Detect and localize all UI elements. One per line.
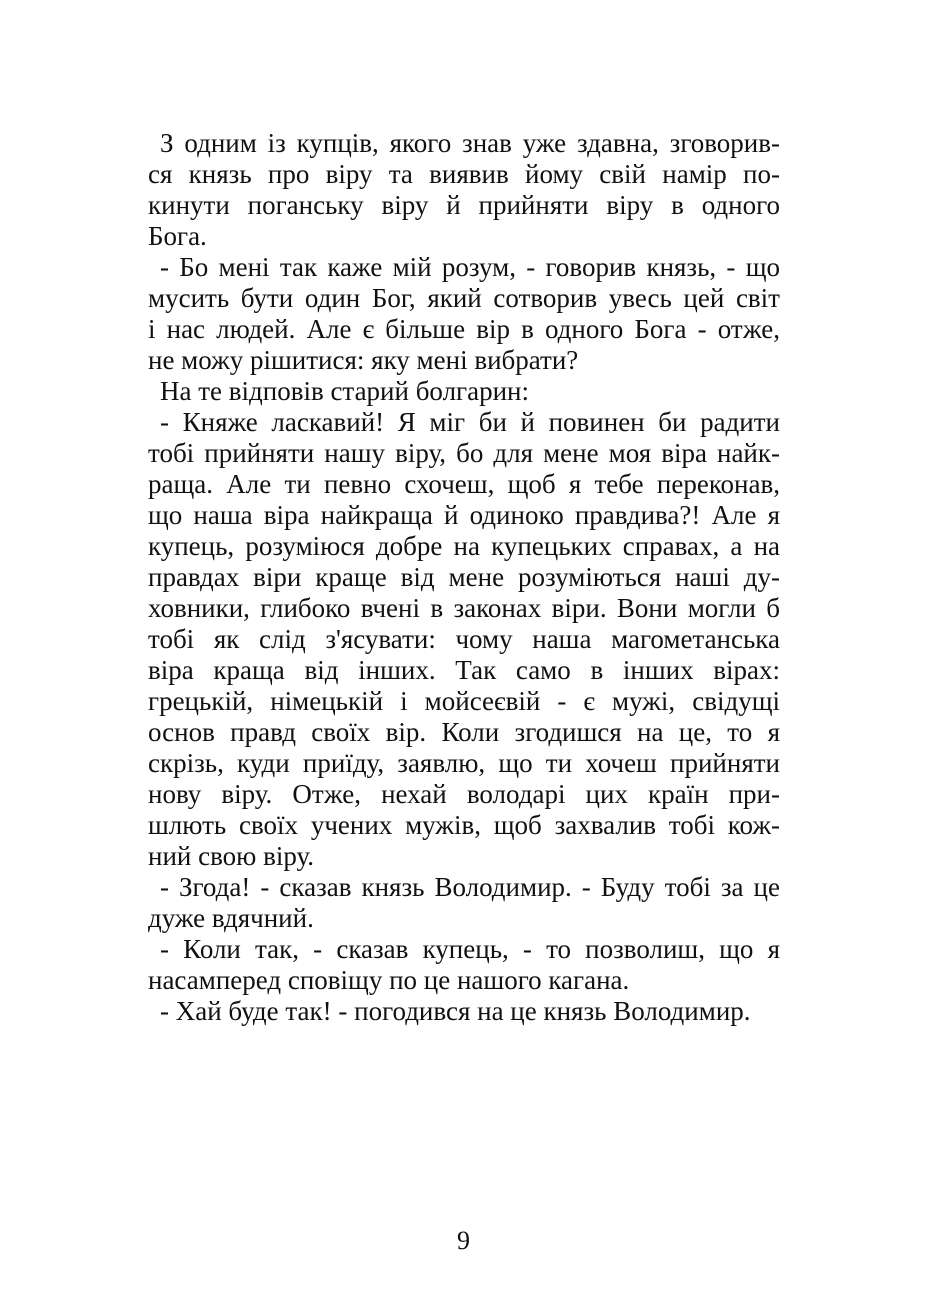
text-line: не можу рішитися: яку мені вибрати? xyxy=(148,345,579,375)
text-line: що наша віра найкраща й одиноко правдива?! Але я xyxy=(148,500,780,530)
text-line: - Згода! - сказав князь Володимир. - Буду тобі за це xyxy=(160,872,780,902)
page-number: 9 xyxy=(457,1226,470,1255)
text-line: - Коли так, - сказав купець, - то позволиш, що я xyxy=(160,934,780,964)
body-text xyxy=(148,128,780,1027)
text-line: З одним із купців, якого знав уже здавна, зговорив- xyxy=(160,128,780,158)
text-line: правдах віри краще від мене розуміються наші ду- xyxy=(148,562,780,592)
text-line: На те відповів старий болгарин: xyxy=(160,376,530,406)
text-line: кинути поганську віру й прийняти віру в одного xyxy=(148,190,780,220)
text-line: мусить бути один Бог, який сотворив увесь цей світ xyxy=(148,283,780,313)
text-line: грецькій, німецькій і мойсеєвій - є мужі, свідущі xyxy=(148,686,780,716)
text-line: насамперед сповіщу по це нашого кагана. xyxy=(148,965,630,995)
text-line: віра краща від інших. Так само в інших вірах: xyxy=(148,655,780,685)
text-line: раща. Але ти певно схочеш, щоб я тебе переконав, xyxy=(148,469,780,499)
text-line: - Хай буде так! - погодився на це князь Володимир. xyxy=(160,996,751,1026)
text-line: - Княже ласкавий! Я міг би й повинен би радити xyxy=(160,407,780,437)
text-line: купець, розуміюся добре на купецьких справах, а на xyxy=(148,531,780,561)
text-line: нову віру. Отже, нехай володарі цих країн при- xyxy=(148,779,780,809)
text-line: скрізь, куди приїду, заявлю, що ти хочеш прийняти xyxy=(148,748,780,778)
text-line: - Бо мені так каже мій розум, - говорив князь, - що xyxy=(160,252,780,282)
text-line: і нас людей. Але є більше вір в одного Бога - отже, xyxy=(148,314,780,344)
text-line: тобі прийняти нашу віру, бо для мене моя віра найк- xyxy=(148,438,780,468)
text-line: тобі як слід з'ясувати: чому наша магометанська xyxy=(148,624,780,654)
text-line: Бога. xyxy=(148,221,207,251)
text-line: шлють своїх учених мужів, щоб захвалив тобі кож- xyxy=(148,810,780,840)
text-line: ховники, глибоко вчені в законах віри. Вони могли б xyxy=(148,593,780,623)
text-line: ний свою віру. xyxy=(148,841,315,871)
text-line: основ правд своїх вір. Коли згодишся на це, то я xyxy=(148,717,780,747)
text-line: дуже вдячний. xyxy=(148,903,314,933)
text-line: ся князь про віру та виявив йому свій намір по- xyxy=(148,159,780,189)
